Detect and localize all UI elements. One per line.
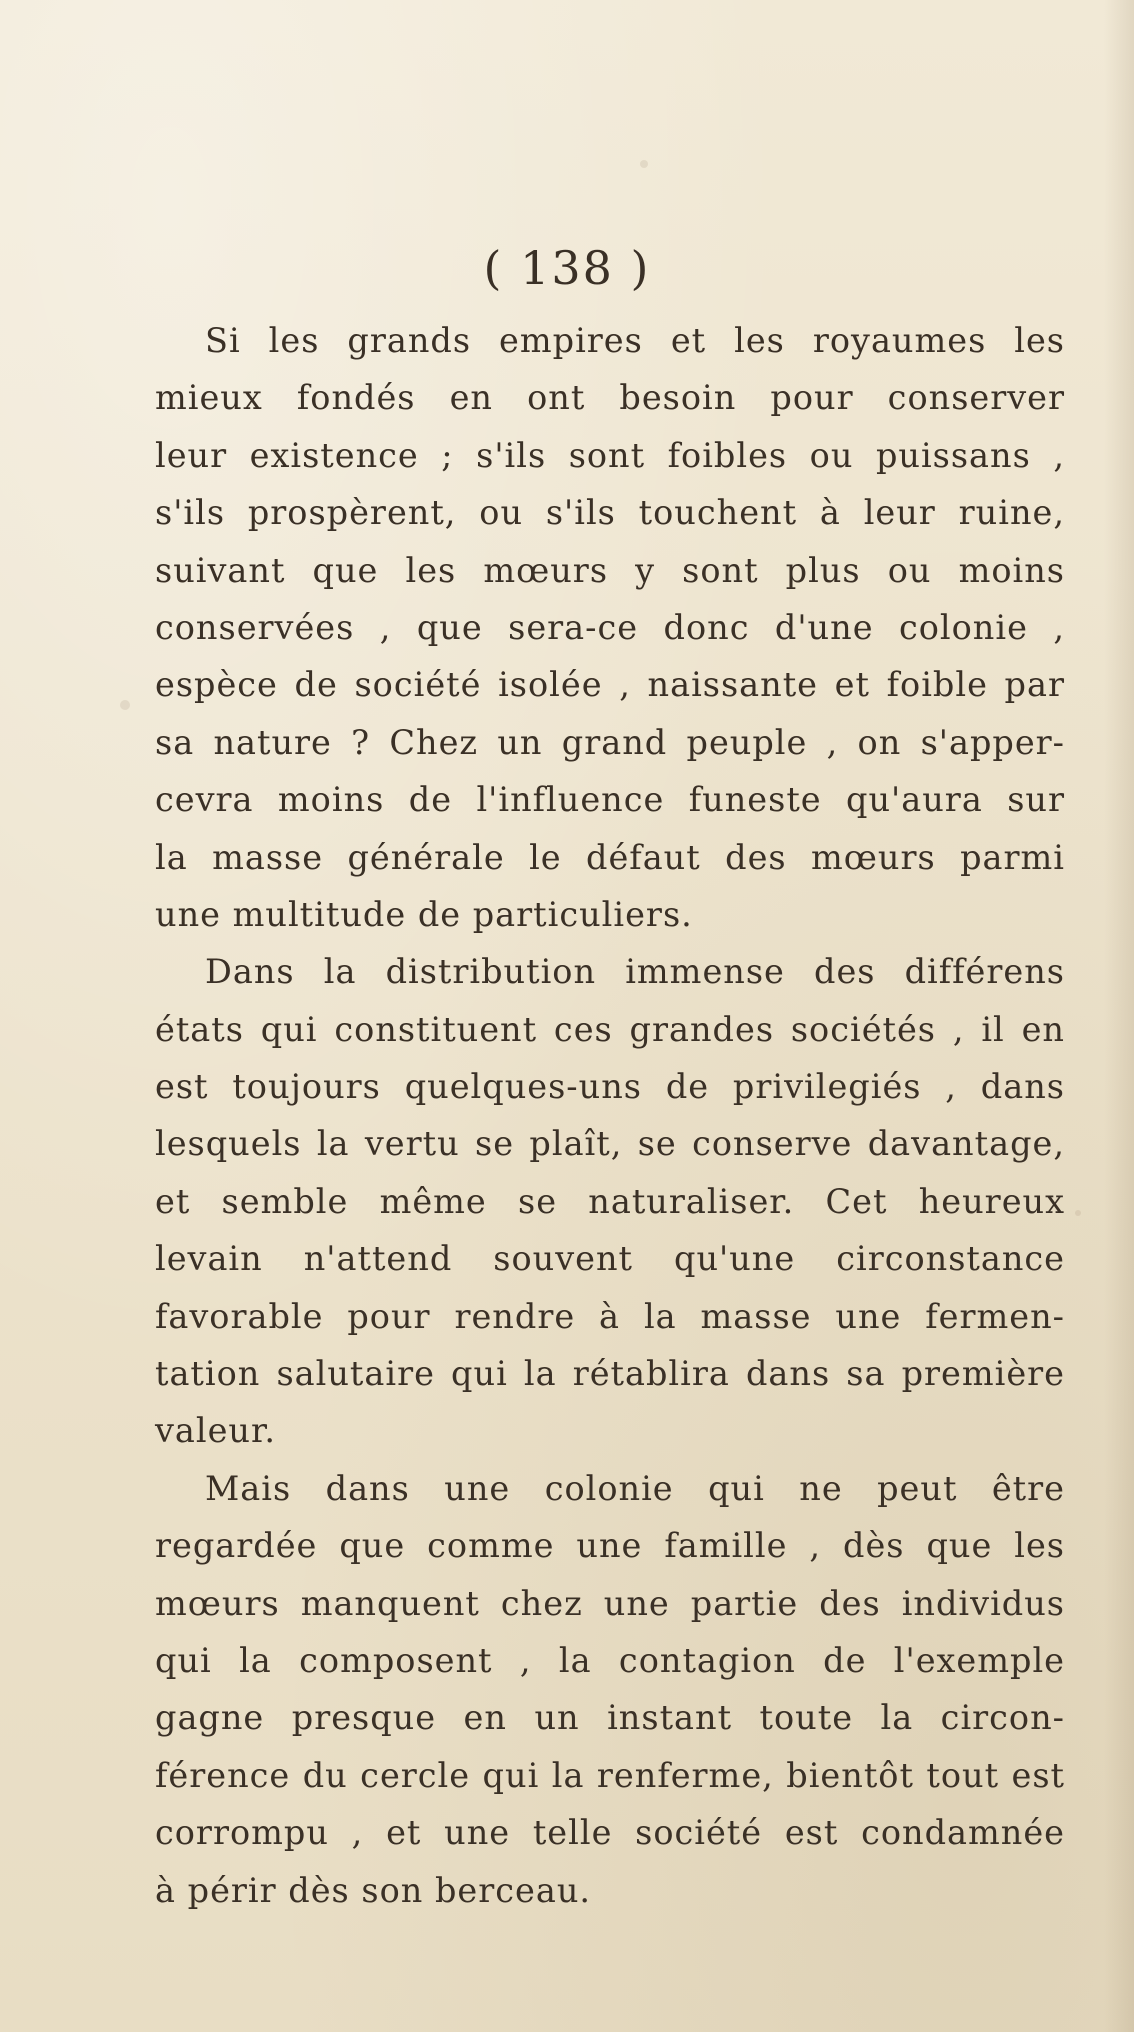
text-line: Dans la distribution immense des différens [205,952,1065,992]
text-line: Mais dans une colonie qui ne peut être [205,1468,1065,1508]
text-line: à périr dès son berceau. [155,1870,592,1910]
text-line: sa nature ? Chez un grand peuple , on s'apper- [155,722,1065,762]
text-line: qui la composent , la contagion de l'exemple [155,1640,1065,1680]
text-line: mœurs manquent chez une partie des individus [155,1583,1065,1623]
text-line: gagne presque en un instant toute la circon- [155,1698,1065,1738]
text-line: mieux fondés en ont besoin pour conserver [155,378,1065,418]
body-text [155,312,1065,1919]
text-line: états qui constituent ces grandes sociétés , il en [155,1009,1065,1049]
text-line: une multitude de particuliers. [155,894,693,934]
text-line: levain n'attend souvent qu'une circonstance [155,1239,1065,1279]
text-line: valeur. [155,1411,276,1451]
text-line: est toujours quelques-uns de privilegiés , dans [155,1067,1065,1107]
text-line: leur existence ; s'ils sont foibles ou puissans , [155,435,1065,475]
text-line: favorable pour rendre à la masse une fermen- [155,1296,1065,1336]
paragraph [155,943,1065,1460]
text-line: tation salutaire qui la rétablira dans sa première [155,1354,1065,1394]
paragraph [155,1460,1065,1919]
text-line: espèce de société isolée , naissante et foible par [155,665,1065,705]
text-line: lesquels la vertu se plaît, se conserve davantage, [155,1124,1065,1164]
text-line: cevra moins de l'influence funeste qu'aura sur [155,780,1065,820]
text-line: suivant que les mœurs y sont plus ou moins [155,550,1065,590]
text-line: férence du cercle qui la renferme, bientôt tout est [155,1755,1065,1795]
paper-stain [640,160,648,168]
text-line: Si les grands empires et les royaumes les [205,321,1065,360]
paper-stain [1075,1210,1081,1216]
paragraph [155,312,1065,943]
text-line: s'ils prospèrent, ou s'ils touchent à leur ruine, [155,493,1065,533]
paper-stain [120,700,130,710]
text-line: regardée que comme une famille , dès que les [155,1526,1065,1566]
page-number: ( 138 ) [483,241,651,295]
text-line: et semble même se naturaliser. Cet heureux [155,1181,1065,1221]
text-line: conservées , que sera-ce donc d'une colonie , [155,607,1065,647]
text-line: corrompu , et une telle société est condamnée [155,1813,1065,1853]
text-line: la masse générale le défaut des mœurs parmi [155,837,1065,877]
